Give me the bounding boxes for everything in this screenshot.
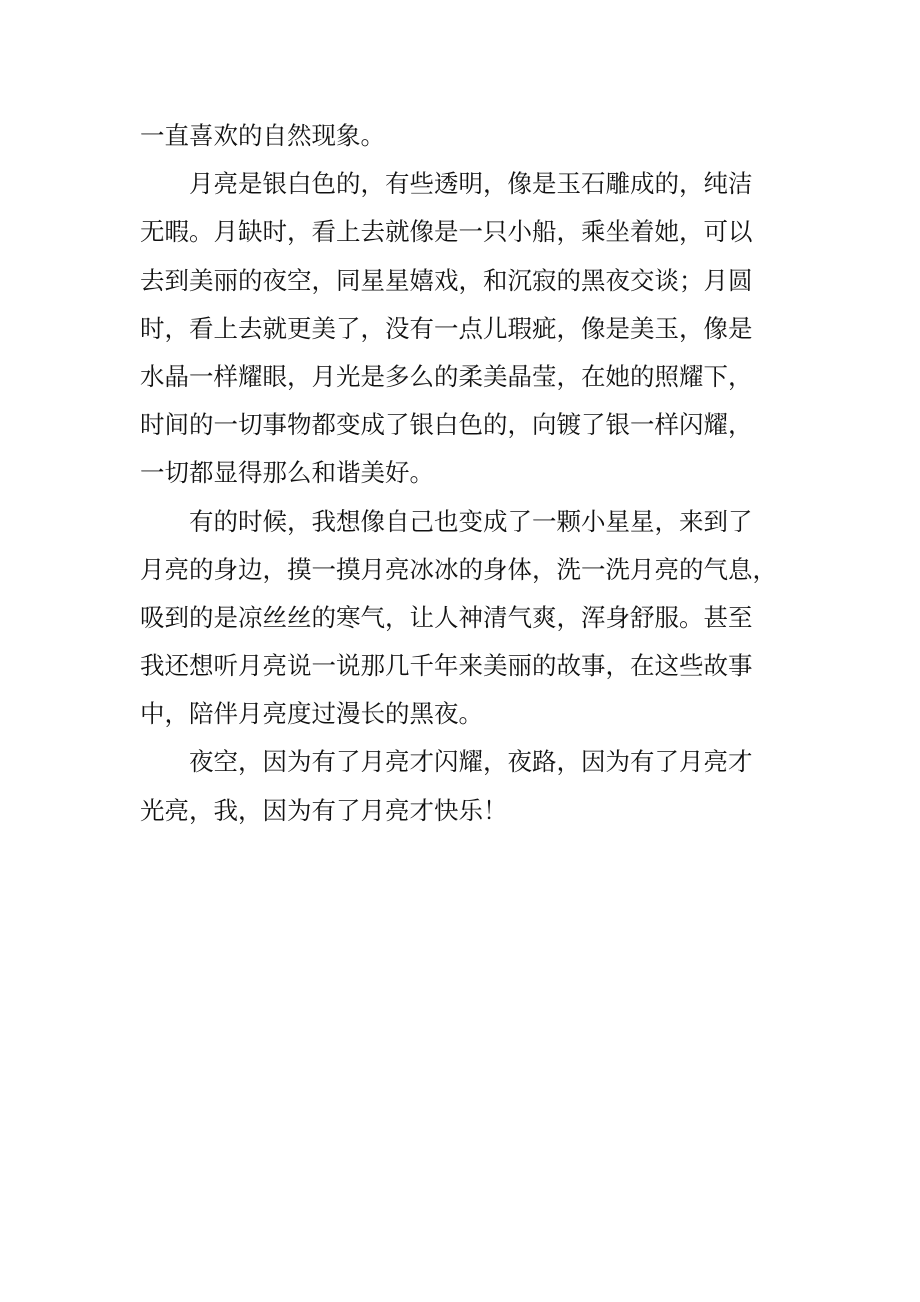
- text-line: 去到美丽的夜空，同星星嬉戏，和沉寂的黑夜交谈；月圆: [140, 265, 753, 295]
- text-line: 一切都显得那么和谐美好。: [140, 458, 434, 488]
- text-line: 有的时候，我想像自己也变成了一颗小星星，来到了: [189, 506, 753, 536]
- text-line: 水晶一样耀眼，月光是多么的柔美晶莹，在她的照耀下，: [140, 361, 753, 391]
- text-line: 时，看上去就更美了，没有一点儿瑕疵，像是美玉，像是: [140, 313, 753, 343]
- text-line: 月亮是银白色的，有些透明，像是玉石雕成的，纯洁: [189, 169, 753, 199]
- text-line: 吸到的是凉丝丝的寒气，让人神清气爽，浑身舒服。甚至: [140, 602, 753, 632]
- essay-text: [140, 112, 780, 835]
- text-line: 中，陪伴月亮度过漫长的黑夜。: [140, 699, 483, 729]
- text-line: 夜空，因为有了月亮才闪耀，夜路，因为有了月亮才: [189, 747, 753, 777]
- text-line: 光亮，我，因为有了月亮才快乐！: [140, 795, 508, 825]
- text-line: 一直喜欢的自然现象。: [140, 121, 385, 150]
- text-line: 月亮的身边，摸一摸月亮冰冰的身体，洗一洗月亮的气息，: [140, 554, 777, 584]
- text-line: 时间的一切事物都变成了银白色的，向镀了银一样闪耀，: [140, 410, 753, 440]
- text-line: 无暇。月缺时，看上去就像是一只小船，乘坐着她，可以: [140, 217, 753, 247]
- text-line: 我还想听月亮说一说那几千年来美丽的故事，在这些故事: [140, 651, 753, 681]
